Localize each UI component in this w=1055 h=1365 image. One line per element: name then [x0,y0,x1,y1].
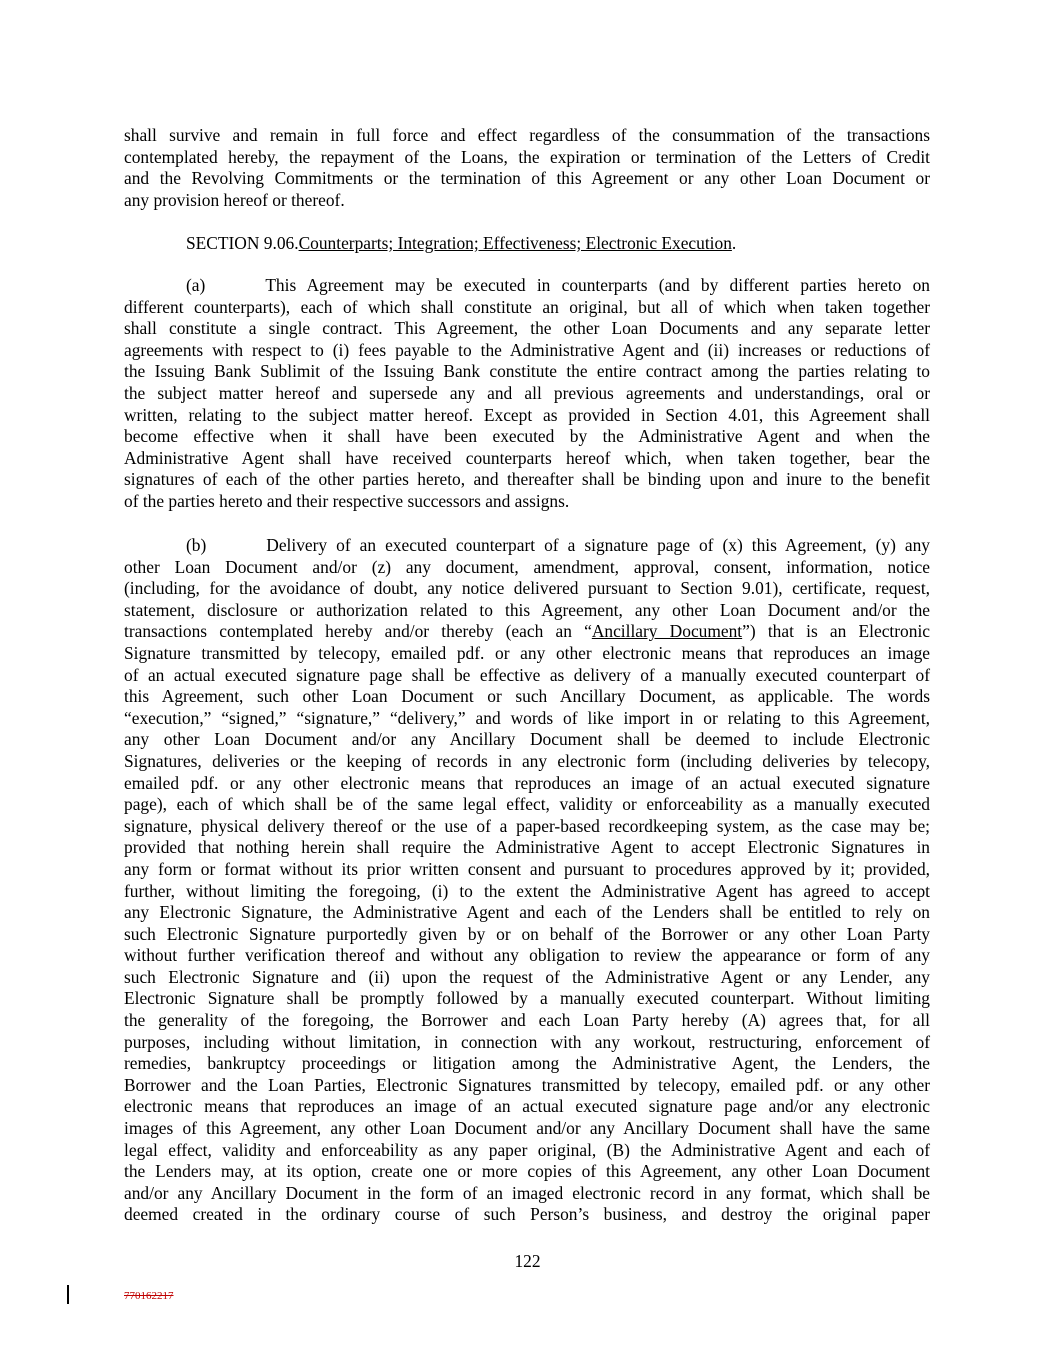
text-line: electronic means that reproduces an image of an actual executed signature page and/or any electronic [124,1096,930,1117]
text-line: Signatures, deliveries or the keeping of records in any electronic form (including deliveries by telecopy, [124,750,930,771]
section-title-period: . [731,233,737,253]
text-line: any form or format without its prior written consent and pursuant to procedures approved by it; provided, [124,858,930,879]
text-line: “execution,” “signed,” “signature,” “delivery,” and words of like import in or relating to this Agreement, [124,707,930,728]
text-line: Borrower and the Loan Parties, Electronic Signatures transmitted by telecopy, emailed pdf. or any other [124,1074,930,1095]
section-heading [186,233,736,255]
text-line: signature, physical delivery thereof or the use of a paper-based recordkeeping system, as the case may be; [124,815,930,836]
text-line: and/or any Ancillary Document in the form of an imaged electronic record in any format, which shall be [124,1182,930,1203]
text-line: images of this Agreement, any other Loan Document and/or any Ancillary Document shall have the same [124,1118,930,1139]
section-number: SECTION 9.06. [186,233,299,253]
text-line: further, without limiting the foregoing, (i) to the extent the Administrative Agent has agreed to accept [124,880,930,901]
defined-term-prefix: transactions contemplated hereby and/or thereby (each an “ [124,621,592,642]
paragraph-a-first-line [124,275,930,297]
paragraph-continuation [124,125,930,211]
text-line: provided that nothing herein shall require the Administrative Agent to accept Electronic Signatures in [124,837,930,858]
text-line: Signature transmitted by telecopy, emailed pdf. or any other electronic means that reproduces an image [124,642,930,663]
text-line: (including, for the avoidance of doubt, any notice delivered pursuant to Section 9.01), certificate, request, [124,578,930,599]
text-line: the generality of the foregoing, the Borrower and each Loan Party hereby (A) agrees that, for all [124,1010,930,1031]
text-line: any Electronic Signature, the Administrative Agent and each of the Lenders shall be entitled to rely on [124,902,930,923]
paragraph-a [124,275,930,513]
text-line: emailed pdf. or any other electronic means that reproduces an image of an actual executed signature [124,772,930,793]
text-line: Electronic Signature shall be promptly followed by a manually executed counterpart. Without limiting [124,988,930,1009]
paragraph-a-label: (a) [186,275,206,295]
text-line: the Lenders may, at its option, create one or more copies of this Agreement, any other Loan Document [124,1161,930,1182]
text-line: other Loan Document and/or (z) any document, amendment, approval, consent, information, notice [124,556,930,577]
text-line: without further verification thereof and without any obligation to review the appearance or form of any [124,945,930,966]
text-line: purposes, including without limitation, in connection with any workout, restructuring, enforcement of [124,1031,930,1052]
paragraph-b-first-line [124,535,930,557]
paragraph-a-first-text: This Agreement may be executed in counterparts (and by different parties hereto on [265,275,930,295]
text-line: shall constitute a single contract. This Agreement, the other Loan Documents and any separate letter [124,318,930,339]
text-line: contemplated hereby, the repayment of the Loans, the expiration or termination of the Letters of Credit [124,146,930,167]
text-line: the subject matter hereof and supersede any and all previous agreements and understandings, oral or [124,382,930,403]
text-line: page), each of which shall be of the same legal effect, validity or enforceability as a manually executed [124,794,930,815]
text-line: of the parties hereto and their respective successors and assigns. [124,490,570,511]
text-line: shall survive and remain in full force and effect regardless of the consummation of the transactions [124,125,930,145]
paragraph-b-lines-before-term [124,557,930,622]
text-line: remedies, bankruptcy proceedings or litigation among the Administrative Agent, the Lenders, the [124,1053,930,1074]
section-title: Counterparts; Integration; Effectiveness; Electronic Execution [298,233,732,253]
paragraph-b-label: (b) [186,535,207,555]
text-line: legal effect, validity and enforceability as any paper original, (B) the Administrative Agent and each of [124,1139,930,1160]
text-line: written, relating to the subject matter hereof. Except as provided in Section 4.01, this Agreement shall [124,404,930,425]
paragraph-b-defined-term-line [124,621,930,643]
text-line: the Issuing Bank Sublimit of the Issuing Bank constitute the entire contract among the parties relating to [124,361,930,382]
text-line: any provision hereof or thereof. [124,189,345,210]
text-line: become effective when it shall have been executed by the Administrative Agent and when the [124,426,930,447]
defined-term-suffix: ”) that is an Electronic [742,621,930,642]
text-line: and the Revolving Commitments or the termination of this Agreement or any other Loan Document or [124,168,930,189]
change-bar [67,1285,69,1304]
text-line: statement, disclosure or authorization related to this Agreement, any other Loan Document and/or the [124,599,930,620]
paragraph-b-lines-after-term [124,643,930,1226]
text-line: Administrative Agent shall have received counterparts hereof which, when taken together, bear the [124,447,930,468]
text-line: agreements with respect to (i) fees payable to the Administrative Agent and (ii) increases or reductions of [124,339,930,360]
text-line: such Electronic Signature purportedly given by or on behalf of the Borrower or any other Loan Party [124,923,930,944]
text-line: this Agreement, such other Loan Document or such Ancillary Document, as applicable. The words [124,686,930,707]
paragraph-b-first-text: Delivery of an executed counterpart of a signature page of (x) this Agreement, (y) any [266,535,930,555]
text-line: deemed created in the ordinary course of such Person’s business, and destroy the original paper [124,1204,930,1225]
document-id: 770162217 [124,1290,174,1302]
text-line: any other Loan Document and/or any Ancillary Document shall be deemed to include Electronic [124,729,930,750]
text-line: such Electronic Signature and (ii) upon the request of the Administrative Agent or any Lender, any [124,966,930,987]
defined-term-ancillary-document: Ancillary Document [591,621,743,642]
text-line: signatures of each of the other parties hereto, and thereafter shall be binding upon and inure to the benefit [124,469,930,490]
page-number: 122 [514,1251,541,1271]
text-line: of an actual executed signature page shall be effective as delivery of a manually executed counterpart of [124,664,930,685]
paragraph-b [124,535,930,1226]
text-line: different counterparts), each of which shall constitute an original, but all of which when taken together [124,296,930,317]
